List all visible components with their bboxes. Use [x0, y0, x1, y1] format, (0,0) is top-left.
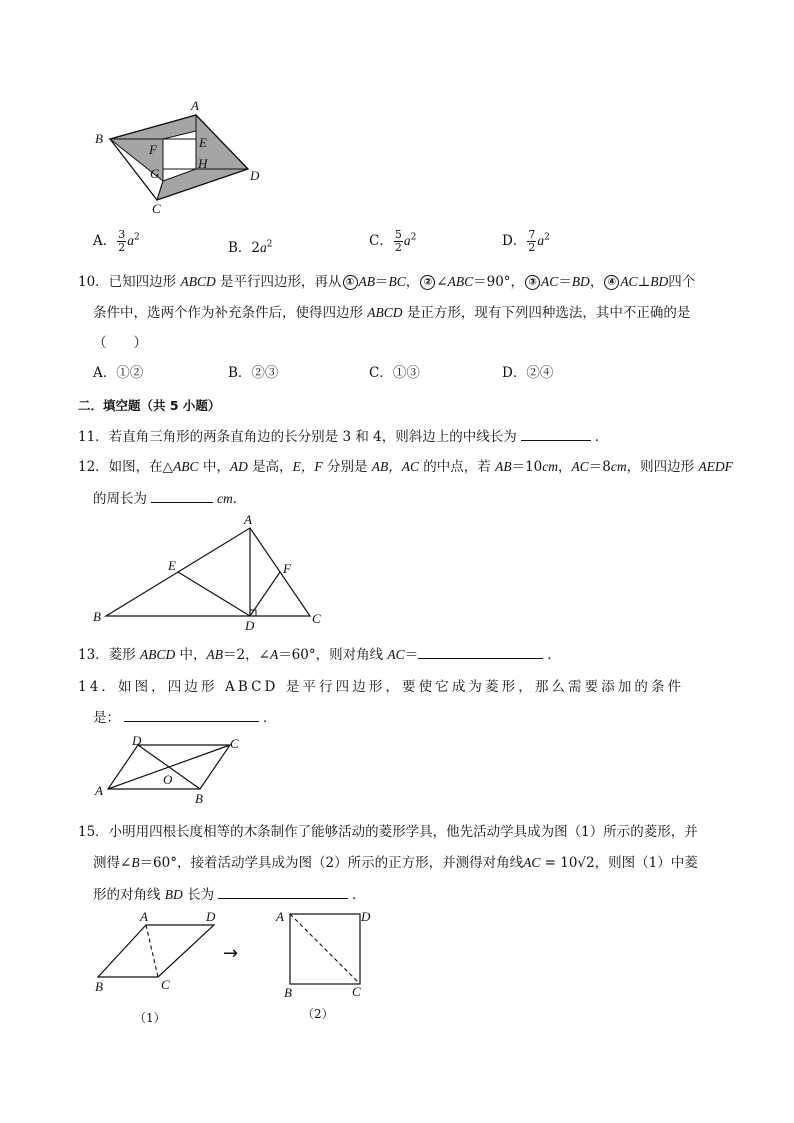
section-title: 二．填空题（共 5 小题） — [78, 398, 221, 413]
label-O: O — [163, 772, 173, 787]
label-A: A — [140, 909, 148, 924]
label-H: H — [198, 156, 208, 171]
q12-line1: 12．如图，在△ABC 中，AD 是高，E，F 分别是 AB，AC 的中点，若 AB＝10cm，AC＝8cm，则四边形 AEDF — [78, 459, 733, 475]
q9-option-a[interactable]: A． $\frac{3}{2}$ $a^2$ — [93, 228, 140, 254]
label-E: E — [168, 558, 176, 573]
figure-q9 — [90, 95, 280, 220]
q15-answer-blank[interactable] — [218, 886, 348, 899]
label-G: G — [150, 166, 160, 181]
q9-option-b[interactable]: B．$2a^2$ — [228, 239, 273, 256]
figure-q14 — [90, 733, 250, 808]
caption-2: （2） — [302, 1007, 334, 1021]
caption-1: （1） — [134, 1011, 166, 1025]
q10-line1: 10．已知四边形 ABCD 是平行四边形，再从 ① AB＝BC， ② ∠ABC＝90°， ③ AC＝BD， ④ AC⊥BD四个 — [78, 274, 696, 290]
q14-line1: 14．如图，四边形 ABCD 是平行四边形，要使它成为菱形，那么需要添加的条件 — [78, 679, 685, 695]
label-E: E — [199, 135, 207, 150]
fraction: $\frac{7}{2}$ — [528, 228, 536, 254]
q14-answer-blank[interactable] — [124, 709, 259, 722]
q12-answer-blank[interactable] — [151, 490, 213, 503]
label-B: B — [95, 131, 103, 146]
label-B: B — [195, 791, 203, 806]
label-D: D — [206, 909, 216, 924]
label-A: A — [276, 909, 284, 924]
q11-answer-blank[interactable] — [521, 428, 591, 441]
q10-option-d[interactable]: D．②④ — [502, 365, 554, 381]
q9-option-c[interactable]: C． $\frac{5}{2}$ $a^2$ — [369, 228, 417, 254]
arrow-icon: → — [223, 943, 239, 964]
label-C: C — [152, 201, 161, 216]
label-D: D — [245, 618, 255, 633]
q10-option-b[interactable]: B．②③ — [228, 365, 279, 381]
label-D: D — [361, 909, 371, 924]
label-D: D — [250, 168, 260, 183]
label-A: A — [244, 512, 252, 527]
q10-line3: （ ） — [93, 335, 147, 351]
q13: 13．菱形 ABCD 中，AB＝2，∠A＝60°，则对角线 AC＝ ． — [78, 647, 561, 663]
q13-answer-blank[interactable] — [418, 646, 543, 659]
q14-line2: 是： ． — [93, 710, 277, 726]
label-B: B — [95, 979, 103, 994]
fraction: $\frac{5}{2}$ — [394, 228, 402, 254]
figure-q15-1 — [90, 905, 230, 1030]
q15-line1: 15．小明用四根长度相等的木条制作了能够活动的菱形学具，他先活动学具成为图（1）所示的菱形，并 — [78, 824, 698, 840]
label-C: C — [161, 977, 170, 992]
fraction: $\frac{3}{2}$ — [118, 228, 126, 254]
label-C: C — [312, 611, 321, 626]
label-C: C — [352, 984, 361, 999]
q10-option-c[interactable]: C．①③ — [369, 365, 420, 381]
label-A: A — [191, 98, 199, 113]
figure-q15-2 — [270, 905, 380, 1030]
q9-option-d[interactable]: D． $\frac{7}{2}$ $a^2$ — [502, 228, 550, 254]
label-B: B — [284, 985, 292, 1000]
figure-q12 — [88, 510, 328, 635]
rhombus-figure — [90, 95, 280, 220]
label-A: A — [95, 783, 103, 798]
label-C: C — [230, 736, 239, 751]
parallelogram-figure — [90, 733, 250, 808]
label-B: B — [93, 609, 101, 624]
q15-line3: 形的对角线 BD 长为 ． — [93, 887, 366, 903]
q12-line2: 的周长为 cm． — [93, 491, 247, 507]
q10-line2: 条件中，选两个作为补充条件后，使得四边形 ABCD 是正方形，现有下列四种选法，其中不正确的是 — [93, 305, 691, 321]
label-F: F — [283, 561, 291, 576]
label-D: D — [132, 733, 142, 748]
label-F: F — [149, 142, 157, 157]
q15-line2: 测得∠B＝60°，接着活动学具成为图（2）所示的正方形，并测得对角线AC = 10√2，则图（1）中菱 — [93, 855, 698, 871]
q10-option-a[interactable]: A．①② — [93, 365, 144, 381]
triangle-figure — [88, 510, 328, 635]
q11: 11．若直角三角形的两条直角边的长分别是 3 和 4，则斜边上的中线长为 ． — [78, 429, 609, 445]
